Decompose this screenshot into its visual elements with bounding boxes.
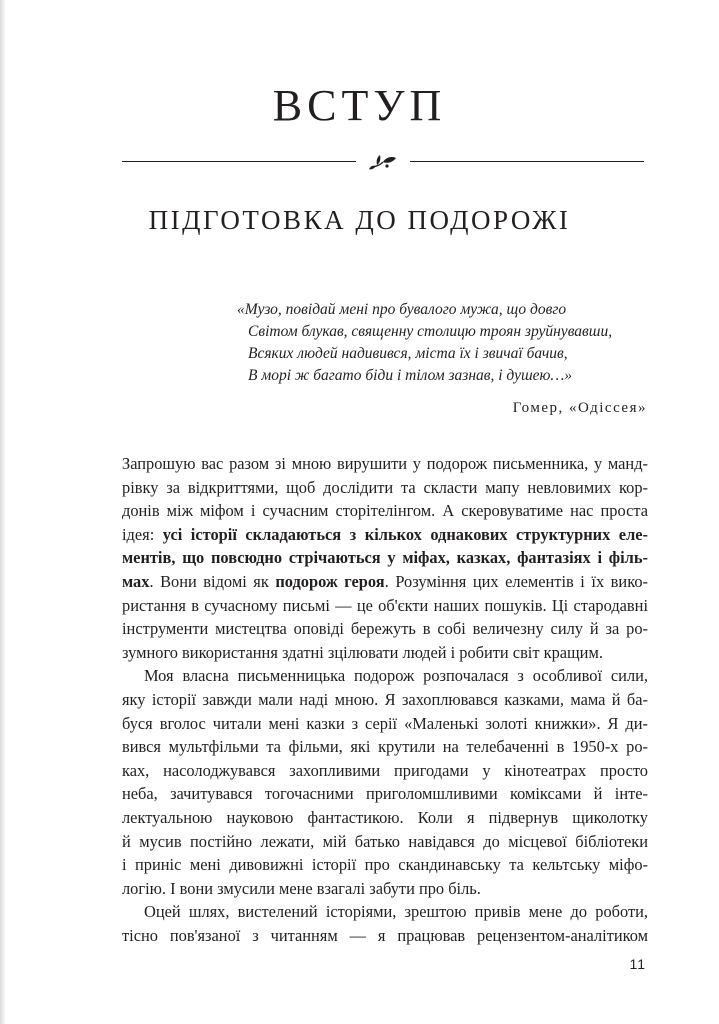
text-line: інструменти мистецтва оповіді бережуть в собі величезну силу й за ро- [122, 619, 648, 639]
text-line: рівку за відкриттями, щоб дослідити та скласти мапу невловимих кор- [122, 477, 648, 497]
epigraph [237, 299, 647, 387]
text-line [122, 570, 648, 594]
epigraph-line: «Музо, повідай мені про бувалого мужа, що довго [237, 301, 567, 318]
paragraph [122, 452, 648, 664]
text-segment: ідея: [122, 524, 163, 544]
text-line: яку історії завжди мали наді мною. Я захоплювався казками, мама й ба- [122, 689, 648, 709]
paragraph [122, 900, 648, 947]
divider-line-left [122, 161, 356, 162]
text-line: вився мультфільми та фільми, які крутили на телебаченні в 1950-х ро- [122, 737, 648, 757]
paragraph [122, 664, 648, 900]
text-line: Моя власна письменницька подорож розпочалася з особливої сили, [144, 666, 648, 686]
page-number: 11 [629, 956, 646, 972]
ornament-divider [122, 152, 644, 172]
text-line: і приніс мені дивовижні історії про скандинавську та кельтську міфо- [122, 855, 648, 875]
text-line: зумного використання здатні зцілювати людей і робити світ кращим. [122, 642, 603, 662]
chapter-title: ВСТУП [272, 81, 447, 130]
text-line [122, 523, 648, 547]
leaf-ornament-icon [368, 152, 398, 172]
epigraph-line: Світом блукав, священну столицю троян зруйнувавши, [248, 323, 613, 340]
text-line: Запрошую вас разом зі мною вирушити у подорож письменника, у манд- [122, 454, 648, 473]
bold-text: подорож героя [275, 571, 385, 591]
text-line: тісно пов'язаної з читанням — я працював рецензентом-аналітиком [122, 925, 648, 945]
text-line: ках, насолоджувався захопливими пригодами у кінотеатрах просто [122, 760, 648, 780]
text-line: неба, зачитувався тогочасними приголомшливими коміксами й інте- [122, 784, 648, 804]
text-line: донів між міфом і сучасним сторітелінгом. А скеровуватиме нас проста [122, 501, 648, 521]
epigraph-line: В морі ж багато біди і тілом зазнав, і душею…» [248, 367, 572, 384]
text-line [122, 546, 648, 570]
divider-line-right [410, 161, 644, 162]
epigraph-attribution: Гомер, «Одіссея» [512, 400, 647, 416]
text-line: логію. І вони змусили мене взагалі забути про біль. [122, 878, 481, 898]
epigraph-line: Всяких людей надивився, міста їх і звичаї бачив, [248, 345, 568, 362]
text-line: Оцей шлях, вистелений історіями, зрештою привів мене до роботи, [144, 902, 648, 922]
text-line: буся вголос читали мені казки з серії «Маленькі золоті книжки». Я ди- [122, 713, 648, 733]
bold-text: ментів, що повсюдно стрічаються у міфах, казках, фантазіях і філь- [122, 548, 648, 568]
text-line: й мусив постійно лежати, мій батько навідався до місцевої бібліотеки [122, 831, 648, 851]
text-line: ристання в сучасному письмі — це об'єкти наших пошуків. Ці стародавні [122, 595, 648, 615]
text-line: лектуальною науковою фантастикою. Коли я підвернув щиколотку [122, 807, 648, 827]
bold-text: мах [122, 571, 150, 591]
text-segment: . Розуміння цих елементів і їх вико- [384, 571, 648, 591]
page-edge-shadow [0, 0, 6, 1024]
text-segment: . Вони відомі як [149, 571, 276, 591]
chapter-subtitle: ПІДГОТОВКА ДО ПОДОРОЖІ [148, 205, 571, 235]
bold-text: усі історії складаються з кількох однакових структурних еле- [162, 524, 649, 544]
body-text [122, 452, 648, 947]
